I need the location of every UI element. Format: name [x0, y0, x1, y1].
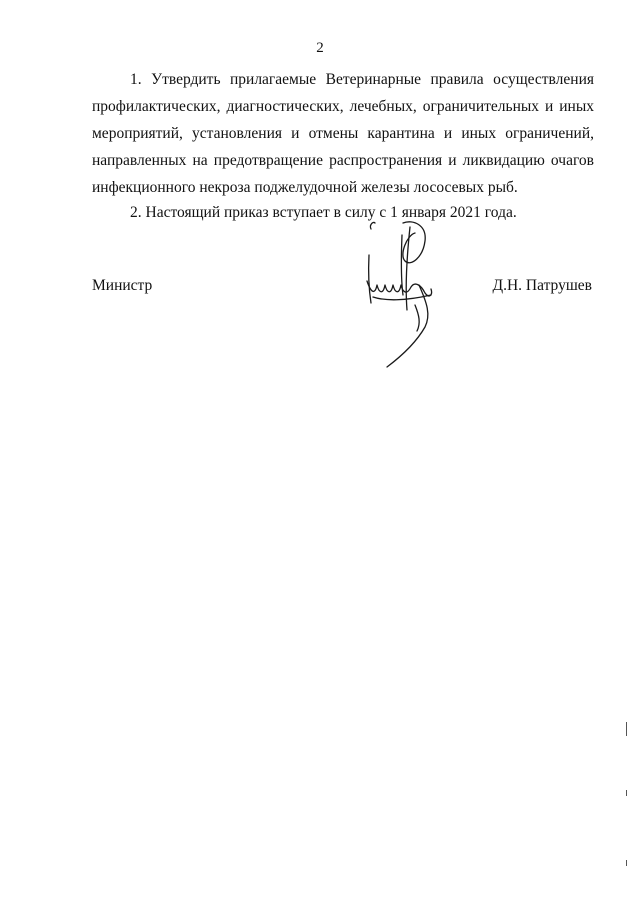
scan-artifact	[626, 860, 627, 866]
handwritten-signature	[355, 215, 455, 375]
scan-artifact	[626, 790, 627, 796]
signatory-name: Д.Н. Патрушев	[492, 277, 592, 294]
scan-artifact	[626, 722, 627, 736]
page-number: 2	[316, 40, 324, 56]
signatory-role: Министр	[92, 277, 153, 294]
paragraph-1: 1. Утвердить прилагаемые Ветеринарные правила осуществления профилактических, диагностических, лечебных, ограничительных и иных мероприятий, установления и отмены карантина и иных ограничений, направленных на предотвращение распространения и ликвидацию очагов инфекционного некроза поджелудочной железы лососевых рыб.	[92, 71, 594, 196]
paragraph-2: 2. Настоящий приказ вступает в силу с 1 января 2021 года.	[130, 204, 517, 221]
